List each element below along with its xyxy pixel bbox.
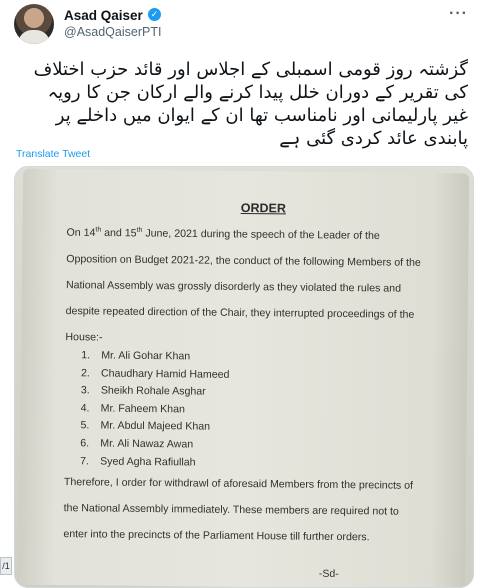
translate-tweet-link[interactable]: Translate Tweet	[16, 148, 91, 160]
list-item: 3. Sheikh Rohale Asghar	[80, 384, 206, 398]
list-item: 6. Mr. Ali Nawaz Awan	[80, 437, 194, 451]
list-item: 7. Syed Agha Rafiullah	[80, 454, 196, 469]
tweet-text-line: غیر پارلیمانی اور نامناسب تھا ان کے ایوان میں داخلے پر	[55, 105, 468, 126]
list-item: 1. Mr. Ali Gohar Khan	[81, 349, 191, 363]
tweet-media-image[interactable]	[14, 166, 474, 588]
tweet-text-line: کی تقریر کے دوران خلل پیدا کرنے والے ارکان جن کا رویہ	[47, 82, 468, 103]
author-avatar[interactable]	[14, 4, 54, 44]
list-item: 5. Mr. Abdul Majeed Khan	[80, 419, 211, 434]
tweet-text-line: پابندی عائد کردی گئی ہے	[279, 128, 468, 149]
signature: -Sd-	[318, 567, 339, 581]
list-item: 2. Chaudhary Hamid Hameed	[80, 366, 230, 381]
order-document	[19, 169, 469, 588]
document-photo	[19, 169, 469, 588]
page-indicator: /1	[0, 557, 12, 575]
tweet-text	[18, 58, 468, 150]
author-name[interactable]: Asad Qaiser	[64, 8, 143, 23]
document-intro: On 14th and 15th June, 2021 during the speech of the Leader of the Opposition on Budget 2021-22, the conduct of the following Members of the National Assembly was grossly disorderly as they violated the rules and despite repeated direction of the Chair, they interrupted proceedings of the House:-	[65, 226, 421, 344]
verified-badge-icon: ✓	[148, 8, 161, 21]
members-list	[80, 347, 230, 472]
document-conclusion: Therefore, I order for withdrawl of aforesaid Members from the precincts of the National Assembly immediately. These members are required not to enter into the precincts of the Parliament House till further orders.	[63, 476, 414, 544]
document-title: ORDER	[240, 200, 287, 216]
author-handle[interactable]: @AsadQaiserPTI	[64, 25, 162, 39]
more-options-icon[interactable]: ···	[449, 5, 468, 22]
tweet-text-line: گزشتہ روز قومی اسمبلی کے اجلاس اور قائد حزب اختلاف	[33, 59, 468, 80]
list-item: 4. Mr. Faheem Khan	[80, 402, 185, 416]
